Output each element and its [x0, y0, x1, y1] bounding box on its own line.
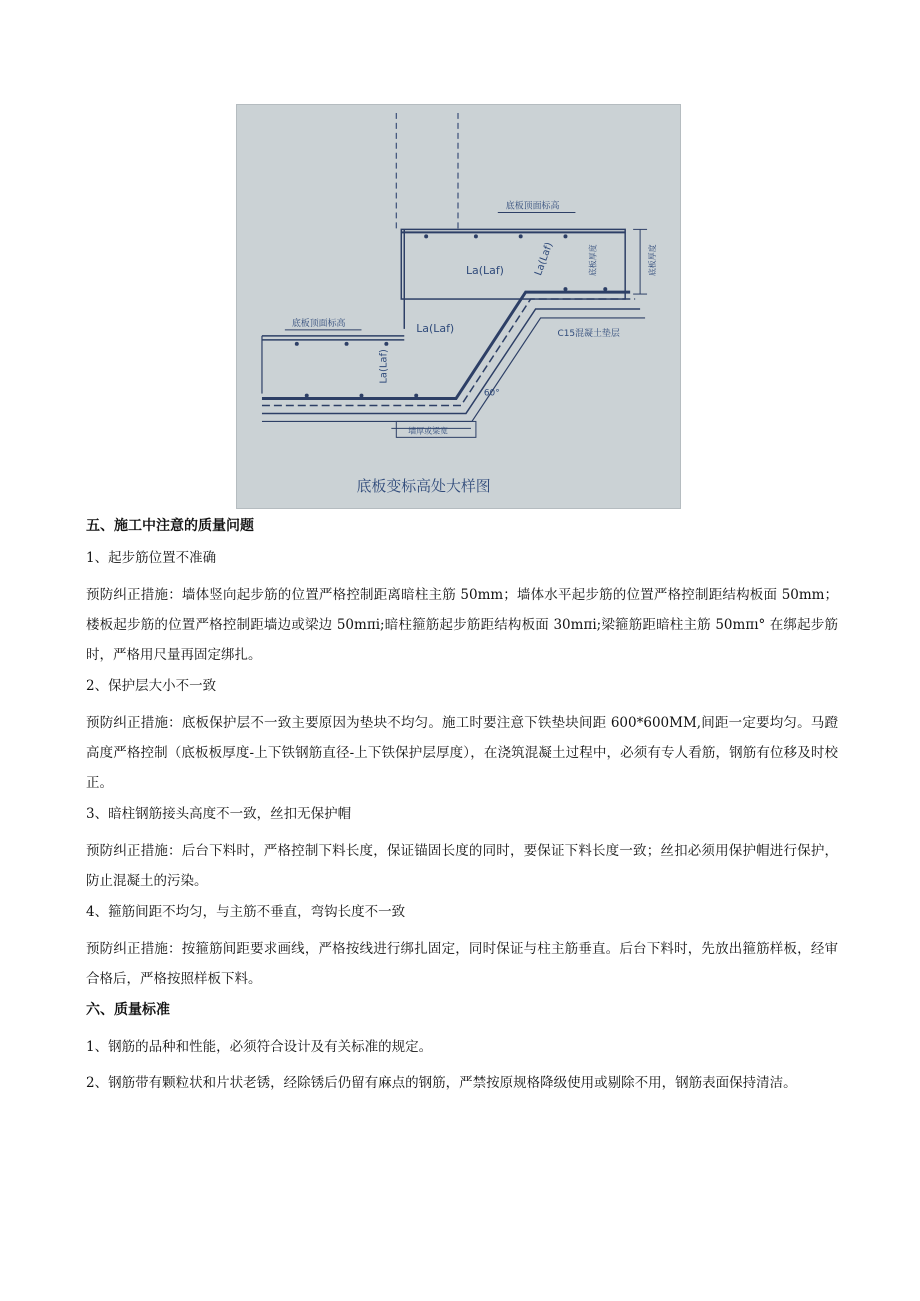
cushion-label: C15混凝土垫层	[557, 328, 620, 339]
issue-title: 1、起步筋位置不准确	[86, 550, 217, 566]
issue-title: 2、保护层大小不一致	[86, 678, 217, 694]
left-elevation-label: 底板顶面标高	[291, 318, 346, 329]
lap-length-label-2: La(Laf)	[416, 321, 455, 335]
document-body	[86, 516, 838, 1104]
slope-angle-label: 60°	[483, 388, 500, 399]
figure-caption: 底板变标高处大样图	[356, 477, 491, 496]
wall-width-label: 墙厚或梁宽	[408, 426, 449, 436]
issue-measure: 预防纠正措施：墙体竖向起步筋的位置严格控制距离暗柱主筋 50mm；墙体水平起步筋的位置严格控制距结构板面 50mm；楼板起步筋的位置严格控制距墙边或梁边 50mπi;暗柱箍筋起步筋距结构板面 30mπi;梁箍筋距暗柱主筋 50mπı° 在绑起步筋时，严格用尺量再固定绑扎。	[86, 587, 838, 663]
slab-thickness-label: 底板厚度	[588, 244, 598, 277]
slab-thickness-label-2: 底板厚度	[648, 244, 658, 277]
section-heading: 五、施工中注意的质量问题	[86, 518, 254, 534]
issue-measure: 预防纠正措施：按箍筋间距要求画线，严格按线进行绑扎固定，同时保证与柱主筋垂直。后台下料时，先放出箍筋样板，经审合格后，严格按照样板下料。	[86, 941, 838, 987]
issue-title: 3、暗柱钢筋接头高度不一致，丝扣无保护帽	[86, 806, 352, 822]
section-heading: 六、质量标准	[86, 1002, 170, 1018]
lap-length-label-3: La(Laf)	[378, 349, 390, 384]
issue-measure: 预防纠正措施：后台下料时，严格控制下料长度，保证锚固长度的同时，要保证下料长度一致；丝扣必须用保护帽进行保护，防止混凝土的污染。	[86, 843, 838, 889]
top-elevation-label: 底板顶面标高	[505, 201, 560, 212]
slab-elevation-detail-figure	[236, 104, 681, 509]
lap-length-label-4: La(Laf)	[533, 240, 556, 278]
quality-standard-item: 1、钢筋的品种和性能，必须符合设计及有关标准的规定。	[86, 1039, 433, 1055]
lap-length-label-1: La(Laf)	[465, 264, 504, 278]
quality-standard-item: 2、钢筋带有颗粒状和片状老锈，经除锈后仍留有麻点的钢筋，严禁按原规格降级使用或剔除不用，钢筋表面保持清洁。	[86, 1075, 797, 1091]
detail-drawing	[237, 105, 680, 508]
issue-title: 4、箍筋间距不均匀，与主筋不垂直，弯钩长度不一致	[86, 904, 406, 920]
issue-measure: 预防纠正措施：底板保护层不一致主要原因为垫块不均匀。施工时要注意下铁垫块间距 600*600MM,间距一定要均匀。马蹬高度严格控制（底板板厚度-上下铁钢筋直径-上下铁保护层厚度），在浇筑混凝土过程中，必须有专人看筋，钢筋有位移及时校正。	[86, 715, 838, 791]
